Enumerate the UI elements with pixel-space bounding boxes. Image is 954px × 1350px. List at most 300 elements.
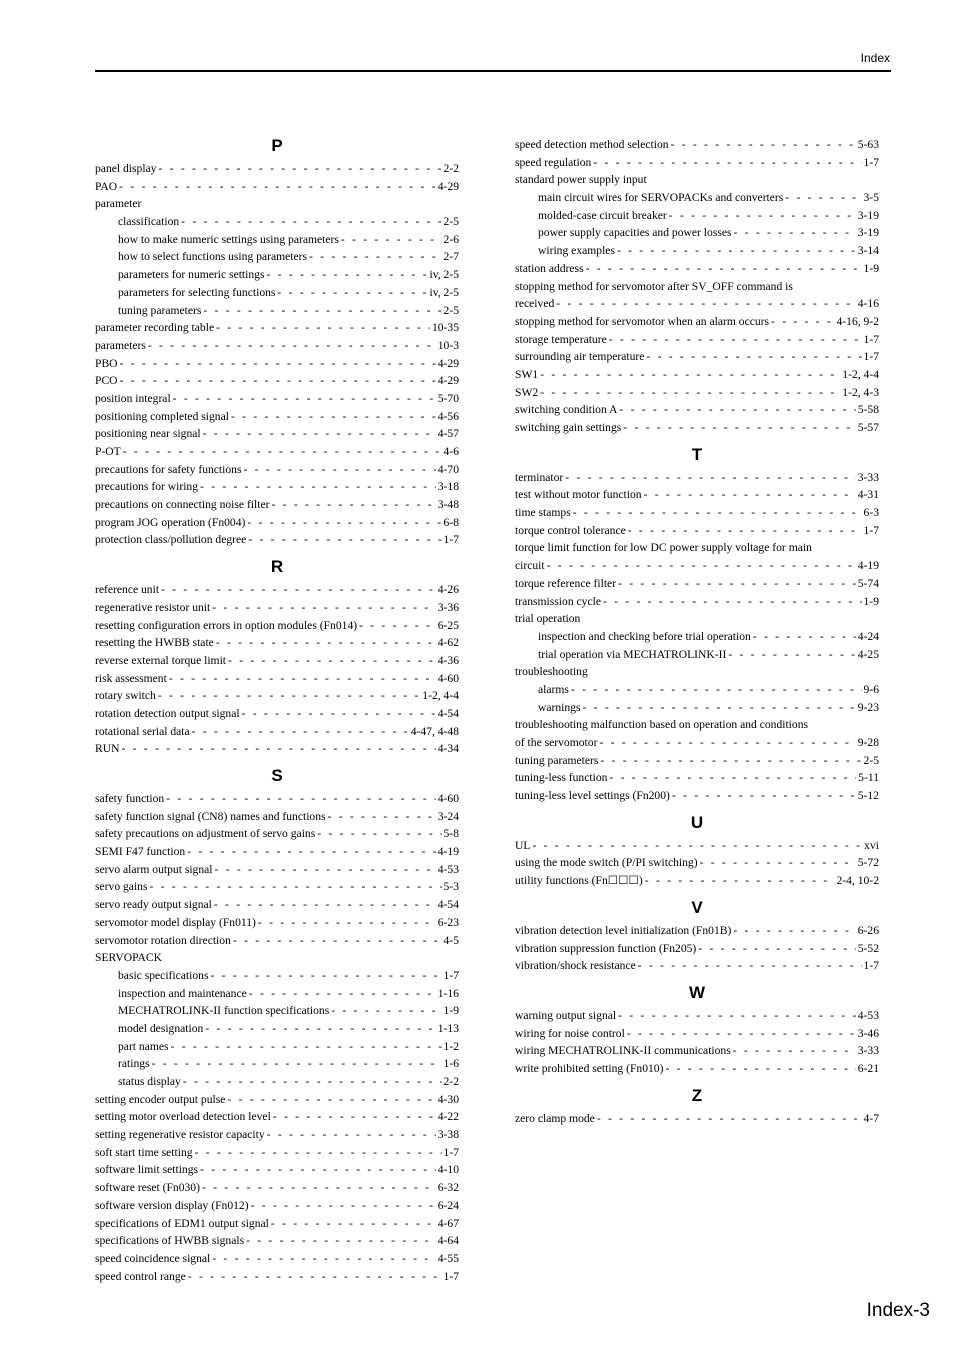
entry-term: model designation — [118, 1021, 204, 1035]
dot-leader — [571, 681, 862, 699]
entry-page-ref: 5-70 — [437, 391, 459, 405]
entry-term: time stamps — [515, 506, 571, 520]
index-entry — [95, 723, 459, 741]
entry-term: utility functions (Fn☐☐☐) — [515, 874, 643, 888]
entry-term: ratings — [118, 1057, 150, 1071]
index-entry — [515, 854, 879, 872]
dot-leader — [619, 401, 855, 419]
index-entry — [515, 504, 879, 522]
entry-term: transmission cycle — [515, 594, 601, 608]
dot-leader — [638, 957, 862, 975]
dot-leader — [158, 687, 420, 705]
entry-page-ref: 5-8 — [443, 827, 459, 841]
dot-leader — [227, 1091, 435, 1109]
index-entry — [515, 419, 879, 437]
entry-term: terminator — [515, 470, 564, 484]
entry-term: tuning parameters — [515, 753, 599, 767]
entry-term: basic specifications — [118, 968, 209, 982]
entry-term: inspection and maintenance — [118, 986, 247, 1000]
index-entry — [515, 260, 879, 278]
entry-page-ref: 3-19 — [857, 208, 879, 222]
entry-page-ref: 1-7 — [443, 1145, 459, 1159]
index-subentry — [95, 213, 459, 231]
dot-leader — [210, 967, 441, 985]
index-entry — [515, 522, 879, 540]
entry-term: setting regenerative resistor capacity — [95, 1128, 265, 1142]
index-entry — [95, 932, 459, 950]
index-entry — [95, 337, 459, 355]
entry-page-ref: 1-2, 4-4 — [422, 689, 459, 703]
entry-page-ref: 1-7 — [443, 533, 459, 547]
index-entry — [515, 1025, 879, 1043]
index-entry — [95, 178, 459, 196]
entry-term: reference unit — [95, 583, 160, 597]
index-entry — [95, 705, 459, 723]
entry-term: how to make numeric settings using parameters — [118, 232, 339, 246]
entry-page-ref: 3-48 — [437, 498, 459, 512]
entry-page-ref: 2-5 — [443, 303, 459, 317]
entry-term: servo ready output signal — [95, 898, 212, 912]
dot-leader — [231, 408, 436, 426]
index-subentry — [515, 207, 879, 225]
index-subentry — [515, 224, 879, 242]
dot-leader — [532, 837, 862, 855]
index-subentry — [515, 189, 879, 207]
entry-term: rotational serial data — [95, 724, 190, 738]
dot-leader — [609, 331, 862, 349]
index-entry — [95, 1161, 459, 1179]
index-subentry — [515, 242, 879, 260]
entry-page-ref: 1-7 — [863, 332, 879, 346]
index-entry — [515, 401, 879, 419]
entry-page-ref: 6-3 — [863, 506, 879, 520]
entry-page-ref: 6-8 — [443, 515, 459, 529]
entry-term: wiring for noise control — [515, 1026, 625, 1040]
index-entry — [95, 825, 459, 843]
dot-leader — [317, 825, 441, 843]
index-entry — [515, 366, 879, 384]
entry-page-ref: 3-24 — [437, 809, 459, 823]
entry-term: RUN — [95, 742, 120, 756]
entry-term: speed regulation — [515, 155, 592, 169]
index-entry — [515, 486, 879, 504]
entry-page-ref: 4-29 — [437, 356, 459, 370]
section-letter: R — [270, 557, 284, 577]
index-entry — [515, 557, 879, 575]
entry-page-ref: 6-25 — [437, 618, 459, 632]
dot-leader — [646, 348, 861, 366]
index-entry — [515, 331, 879, 349]
entry-page-ref: 5-63 — [857, 138, 879, 151]
entry-page-ref: 5-57 — [857, 421, 879, 434]
index-subentry — [95, 967, 459, 985]
dot-leader — [771, 313, 834, 331]
entry-term: torque control tolerance — [515, 523, 626, 537]
dot-leader — [202, 1179, 436, 1197]
entry-term: tuning parameters — [118, 303, 202, 317]
entry-page-ref: 1-7 — [443, 1269, 459, 1283]
dot-leader — [188, 1268, 442, 1286]
dot-leader — [628, 522, 862, 540]
index-entry — [95, 914, 459, 932]
entry-page-ref: 4-34 — [437, 742, 459, 756]
entry-page-ref: 4-67 — [437, 1216, 459, 1230]
dot-leader — [119, 178, 436, 196]
entry-term: SW2 — [515, 385, 539, 399]
dot-leader — [205, 1020, 435, 1038]
dot-leader — [203, 425, 436, 443]
dot-leader — [586, 260, 862, 278]
entry-page-ref: 6-32 — [437, 1181, 459, 1195]
index-entry — [515, 957, 879, 975]
index-subentry — [95, 1002, 459, 1020]
index-entry — [95, 160, 459, 178]
entry-term: write prohibited setting (Fn010) — [515, 1061, 664, 1075]
entry-term: trial operation via MECHATROLINK-II — [538, 647, 727, 661]
entry-page-ref: 4-54 — [437, 898, 459, 912]
entry-page-ref: 1-9 — [863, 594, 879, 608]
index-entry — [95, 372, 459, 390]
entry-page-ref: 3-36 — [437, 600, 459, 614]
dot-leader — [785, 189, 861, 207]
dot-leader — [733, 1042, 856, 1060]
index-entry — [515, 348, 879, 366]
dot-leader — [212, 599, 435, 617]
entry-term: safety function signal (CN8) names and functions — [95, 809, 326, 823]
dot-leader — [540, 366, 840, 384]
entry-page-ref: 9-23 — [857, 700, 879, 714]
dot-leader — [123, 443, 442, 461]
entry-page-ref: 4-29 — [437, 374, 459, 388]
entry-page-ref: 4-36 — [437, 653, 459, 667]
entry-term: switching condition A — [515, 403, 618, 417]
dot-leader — [120, 355, 436, 373]
entry-term: speed control range — [95, 1269, 186, 1283]
entry-term: alarms — [538, 682, 569, 696]
entry-term: setting motor overload detection level — [95, 1110, 271, 1124]
entry-page-ref: 1-6 — [443, 1057, 459, 1071]
entry-page-ref: 3-14 — [857, 244, 879, 258]
entry-term: PAO — [95, 179, 118, 193]
entry-page-ref: xvi — [864, 838, 879, 852]
entry-term: risk assessment — [95, 671, 167, 685]
index-entry — [515, 1110, 879, 1128]
index-entry — [515, 295, 879, 313]
index-entry — [515, 136, 879, 154]
entry-page-ref: 2-2 — [443, 1075, 459, 1088]
dot-leader — [192, 723, 409, 741]
entry-term: speed coincidence signal — [95, 1251, 211, 1265]
entry-page-ref: 5-11 — [858, 771, 879, 785]
entry-page-ref: 4-53 — [857, 1008, 879, 1022]
entry-page-ref: 6-21 — [857, 1061, 879, 1075]
entry-term: tuning-less function — [515, 771, 608, 785]
index-subentry — [95, 248, 459, 266]
dot-leader — [672, 787, 856, 805]
entry-term: servomotor rotation direction — [95, 933, 231, 947]
dot-leader — [609, 769, 856, 787]
dot-leader — [171, 1038, 442, 1056]
entry-page-ref: 9-6 — [863, 682, 879, 696]
entry-page-ref: 1-9 — [863, 261, 879, 275]
dot-leader — [148, 337, 436, 355]
index-heading: trial operation — [515, 612, 581, 626]
dot-leader — [247, 514, 441, 532]
entry-page-ref: 4-64 — [437, 1234, 459, 1248]
index-entry — [95, 581, 459, 599]
index-entry — [515, 872, 879, 890]
entry-term: SW1 — [515, 367, 539, 381]
entry-term: specifications of HWBB signals — [95, 1234, 245, 1248]
entry-term: inspection and checking before trial operation — [538, 629, 751, 643]
entry-page-ref: 2-5 — [863, 753, 879, 767]
dot-leader — [273, 1108, 436, 1126]
index-entry — [515, 575, 879, 593]
entry-term: reverse external torque limit — [95, 653, 227, 667]
dot-leader — [233, 932, 442, 950]
entry-term: stopping method for servomotor when an alarm occurs — [515, 314, 770, 328]
entry-page-ref: 1-7 — [863, 959, 879, 973]
entry-page-ref: 4-6 — [443, 445, 459, 458]
entry-page-ref: 4-16 — [857, 297, 879, 311]
dot-leader — [669, 207, 856, 225]
index-entry — [95, 740, 459, 758]
index-subentry — [95, 266, 459, 284]
index-entry — [95, 1179, 459, 1197]
index-entry — [515, 469, 879, 487]
index-heading: standard power supply input — [515, 173, 647, 187]
dot-leader — [203, 302, 441, 320]
index-subentry — [95, 985, 459, 1003]
entry-page-ref: iv, 2-5 — [429, 268, 459, 282]
dot-leader — [243, 461, 435, 479]
index-entry — [95, 443, 459, 461]
dot-leader — [246, 1232, 436, 1250]
entry-term: power supply capacities and power losses — [538, 226, 732, 240]
entry-term: program JOG operation (Fn004) — [95, 515, 246, 529]
dot-leader — [623, 419, 855, 437]
dot-leader — [733, 922, 855, 940]
index-entry — [95, 599, 459, 617]
dot-leader — [152, 1055, 442, 1073]
dot-leader — [665, 1060, 855, 1078]
entry-term: of the servomotor — [515, 736, 598, 749]
dot-leader — [583, 699, 856, 717]
entry-page-ref: 1-7 — [863, 155, 879, 169]
entry-term: servo gains — [95, 880, 148, 894]
index-entry — [515, 384, 879, 402]
entry-page-ref: 4-24 — [857, 629, 879, 643]
header-label: Index — [860, 51, 890, 65]
entry-page-ref: 9-28 — [857, 736, 879, 749]
entry-page-ref: 6-23 — [437, 915, 459, 929]
entry-page-ref: 4-7 — [863, 1111, 879, 1125]
entry-term: vibration detection level initialization (Fn01B) — [515, 923, 732, 937]
index-entry — [95, 319, 459, 337]
dot-leader — [181, 213, 441, 231]
entry-term: regenerative resistor unit — [95, 600, 211, 614]
entry-page-ref: 5-12 — [857, 789, 879, 803]
entry-term: using the mode switch (P/PI switching) — [515, 856, 698, 870]
index-entry — [515, 752, 879, 770]
entry-page-ref: 6-26 — [857, 923, 879, 937]
entry-page-ref: 1-7 — [863, 350, 879, 364]
entry-term: status display — [118, 1075, 181, 1088]
entry-page-ref: 4-10 — [437, 1163, 459, 1177]
entry-term: parameters — [95, 338, 146, 352]
section-letter: V — [691, 897, 703, 917]
entry-page-ref: 3-38 — [437, 1128, 459, 1142]
entry-term: MECHATROLINK-II function specifications — [118, 1004, 330, 1018]
entry-term: positioning completed signal — [95, 409, 229, 423]
dot-leader — [120, 372, 436, 390]
dot-leader — [698, 940, 855, 958]
entry-page-ref: 1-9 — [443, 1004, 459, 1018]
entry-page-ref: 4-22 — [437, 1110, 459, 1124]
entry-page-ref: 4-31 — [857, 488, 879, 502]
dot-leader — [214, 896, 436, 914]
dot-leader — [271, 1215, 436, 1233]
dot-leader — [618, 1007, 856, 1025]
index-entry — [95, 390, 459, 408]
dot-leader — [266, 266, 427, 284]
entry-term: PBO — [95, 356, 118, 370]
index-entry — [95, 478, 459, 496]
dot-leader — [249, 985, 436, 1003]
entry-term: setting encoder output pulse — [95, 1092, 226, 1106]
dot-leader — [173, 390, 436, 408]
index-entry — [95, 634, 459, 652]
dot-leader — [242, 705, 436, 723]
entry-term: wiring examples — [538, 244, 615, 258]
index-entry — [95, 1197, 459, 1215]
index-entry — [95, 670, 459, 688]
index-entry — [95, 652, 459, 670]
entry-page-ref: 5-58 — [857, 403, 879, 417]
index-entry — [95, 425, 459, 443]
dot-leader — [565, 469, 855, 487]
entry-term: parameters for numeric settings — [118, 268, 265, 282]
entry-term: position integral — [95, 391, 171, 405]
dot-leader — [603, 593, 862, 611]
dot-leader — [277, 284, 427, 302]
index-entry — [95, 496, 459, 514]
entry-term: speed detection method selection — [515, 138, 669, 151]
index-entry — [95, 531, 459, 549]
entry-term: safety precautions on adjustment of servo gains — [95, 827, 316, 841]
dot-leader — [753, 628, 856, 646]
entry-page-ref: 1-7 — [443, 968, 459, 982]
entry-term: station address — [515, 261, 584, 275]
dot-leader — [644, 486, 856, 504]
index-entry — [95, 1108, 459, 1126]
entry-term: panel display — [95, 162, 157, 175]
index-entry — [515, 154, 879, 172]
entry-page-ref: 5-74 — [857, 576, 879, 590]
entry-term: servomotor model display (Fn011) — [95, 915, 256, 929]
entry-term: software version display (Fn012) — [95, 1198, 249, 1212]
entry-term: torque reference filter — [515, 576, 617, 590]
entry-page-ref: 2-2 — [443, 162, 459, 175]
dot-leader — [309, 248, 442, 266]
entry-page-ref: 4-29 — [437, 179, 459, 193]
dot-leader — [728, 646, 855, 664]
entry-page-ref: 2-4, 10-2 — [836, 874, 879, 888]
index-heading: stopping method for servomotor after SV_OFF command is — [515, 279, 793, 293]
dot-leader — [556, 295, 855, 313]
dot-leader — [212, 1250, 435, 1268]
entry-term: precautions on connecting noise filter — [95, 498, 270, 512]
entry-page-ref: 1-2, 4-3 — [842, 385, 879, 399]
entry-page-ref: 4-62 — [437, 636, 459, 650]
dot-leader — [248, 531, 441, 549]
entry-page-ref: 5-3 — [443, 880, 459, 894]
entry-term: parameters for selecting functions — [118, 285, 276, 299]
page-number: Index-3 — [866, 1300, 930, 1321]
entry-term: surrounding air temperature — [515, 350, 645, 364]
entry-term: software reset (Fn030) — [95, 1181, 200, 1195]
dot-leader — [341, 231, 442, 249]
entry-page-ref: 6-24 — [437, 1198, 459, 1212]
entry-page-ref: 10-3 — [437, 338, 459, 352]
index-entry — [515, 1060, 879, 1078]
dot-leader — [597, 1110, 862, 1128]
entry-term: wiring MECHATROLINK-II communications — [515, 1044, 731, 1058]
entry-term: molded-case circuit breaker — [538, 208, 667, 222]
dot-leader — [251, 1197, 436, 1215]
index-entry — [95, 1091, 459, 1109]
dot-leader — [216, 634, 436, 652]
entry-page-ref: 10-35 — [431, 321, 459, 335]
entry-term: storage temperature — [515, 332, 607, 346]
entry-term: SEMI F47 function — [95, 845, 186, 859]
index-entry — [95, 1268, 459, 1286]
index-heading: troubleshooting malfunction based on operation and conditions — [515, 718, 809, 732]
entry-term: software limit settings — [95, 1163, 199, 1177]
index-entry — [95, 408, 459, 426]
dot-leader — [166, 790, 436, 808]
index-column-right — [515, 136, 879, 1127]
index-entry — [95, 1215, 459, 1233]
dot-leader — [200, 478, 436, 496]
index-heading: torque limit function for low DC power supply voltage for main — [515, 541, 812, 555]
entry-page-ref: 4-25 — [857, 647, 879, 661]
dot-leader — [216, 319, 430, 337]
index-entry — [95, 1126, 459, 1144]
dot-leader — [169, 670, 436, 688]
entry-term: classification — [118, 215, 180, 229]
entry-term: part names — [118, 1039, 169, 1053]
index-entry — [95, 808, 459, 826]
index-subentry — [515, 628, 879, 646]
entry-page-ref: 3-46 — [857, 1026, 879, 1040]
entry-page-ref: 1-16 — [437, 986, 459, 1000]
index-entry — [95, 896, 459, 914]
entry-page-ref: 4-57 — [437, 427, 459, 441]
index-subentry — [95, 284, 459, 302]
index-entry — [515, 313, 879, 331]
entry-page-ref: 4-56 — [437, 409, 459, 423]
entry-page-ref: iv, 2-5 — [429, 285, 459, 299]
index-subentry — [95, 231, 459, 249]
index-entry — [95, 861, 459, 879]
entry-page-ref: 4-19 — [857, 559, 879, 573]
entry-page-ref: 3-19 — [857, 226, 879, 240]
index-entry — [515, 1007, 879, 1025]
index-heading: troubleshooting — [515, 665, 588, 679]
index-entry — [95, 843, 459, 861]
index-entry — [95, 1144, 459, 1162]
